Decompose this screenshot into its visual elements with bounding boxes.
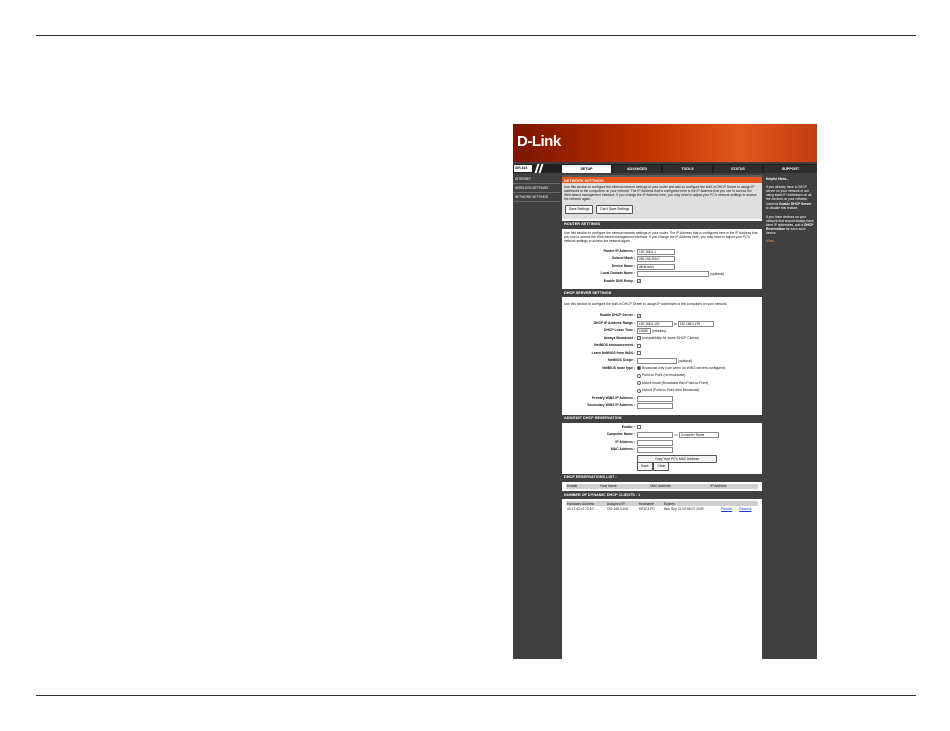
dhcp-server-section	[562, 289, 762, 411]
reservations-table	[566, 484, 758, 489]
primary-wins-label: Primary WINS IP Address :	[592, 395, 635, 400]
section-description: Use this section to configure the built-in DHCP Server to assign IP addresses to the computers on your network.	[564, 302, 728, 307]
computer-name-label: Computer Name :	[606, 432, 635, 437]
column-header: Hostname	[638, 501, 663, 506]
secondary-wins-label: Secondary WINS IP Address :	[587, 403, 635, 408]
client-mac: 00:17:42:c7:72:10	[567, 506, 594, 511]
lease-time-input[interactable]: 10080	[637, 328, 651, 334]
netbios-scope-label: NetBIOS Scope :	[608, 358, 635, 363]
netbios-scope-input[interactable]	[637, 358, 677, 364]
lease-time-label: DHCP Lease Time :	[604, 328, 635, 333]
broadcast-note: (compatibility for some DHCP Clients)	[641, 335, 699, 340]
column-header: Assigned IP	[606, 501, 638, 506]
node-option-label: Mixed-mode (Broadcast then Point-to-Point)	[641, 380, 709, 385]
node-type-radio[interactable]	[637, 366, 641, 370]
dhcp-reservation-section	[562, 415, 762, 470]
network-settings-section	[562, 175, 762, 219]
reserve-link[interactable]: Reserve	[739, 506, 752, 511]
section-description: Use this section to configure the internal network settings of your router and also to configure the built-in DHCP Server to assign IP addresses to the computers on your network. The IP Address that is configured here is the IP Address that you use to access the Web-based management interface. If you change the IP Address here, you may need to adjust your PC's network settings to access the network again.	[564, 185, 757, 202]
reservation-save-button[interactable]: Save	[637, 462, 653, 470]
more-link[interactable]: More...	[766, 239, 777, 244]
client-ip: 192.168.0.100	[607, 506, 629, 511]
reservation-clear-button[interactable]: Clear	[653, 462, 669, 470]
column-header: Host Name	[599, 484, 649, 489]
section-title: ROUTER SETTINGS	[562, 221, 762, 229]
learn-netbios-label: Learn NetBIOS from WAN :	[591, 350, 635, 355]
netbios-announce-checkbox[interactable]	[637, 344, 641, 348]
enable-dhcp-label: Enable DHCP Server :	[599, 313, 635, 318]
dhcp-range-label: DHCP IP Address Range :	[593, 320, 635, 325]
netbios-announce-label: NetBIOS announcement :	[594, 343, 635, 348]
router-ip-label: Router IP Address :	[603, 248, 635, 253]
column-header: IP Address	[709, 484, 758, 489]
dns-relay-checkbox[interactable]: ✓	[638, 278, 641, 283]
subnet-label: Subnet Mask :	[612, 256, 635, 261]
revoke-link[interactable]: Revoke	[721, 506, 733, 511]
always-broadcast-checkbox[interactable]: ✓	[638, 336, 641, 341]
range-from-input[interactable]: 192.168.0.100	[637, 321, 673, 327]
sidebar-item-wireless[interactable]: WIRELESS SETTINGS	[513, 184, 560, 193]
column-header: MAC Address	[649, 484, 709, 489]
bottom-rule	[36, 695, 916, 696]
help-title: Helpful Hints...	[766, 177, 790, 181]
node-type-radio[interactable]	[637, 374, 641, 378]
column-header: Enable	[566, 484, 599, 489]
helpful-hints-panel	[764, 175, 817, 659]
device-name-input[interactable]: dlinkrouter	[637, 264, 675, 270]
node-type-label: NetBIOS node type :	[602, 365, 635, 370]
node-type-radio[interactable]	[637, 381, 641, 385]
table-row	[566, 506, 758, 511]
section-title: DHCP RESERVATIONS LIST :	[562, 474, 762, 482]
learn-netbios-checkbox[interactable]	[637, 351, 641, 355]
node-option-label: Hybrid (Point-to-Point then Broadcast)	[641, 388, 700, 393]
tab-support[interactable]: SUPPORT	[764, 165, 817, 173]
node-option-label: Point-to-Point (no broadcast)	[641, 373, 686, 378]
tab-setup[interactable]: SETUP	[562, 165, 611, 173]
reservation-mac-input[interactable]	[637, 447, 673, 453]
section-title: ADD/EDIT DHCP RESERVATION	[562, 415, 762, 423]
copy-mac-button[interactable]: Copy Your PC's MAC Address	[637, 455, 717, 463]
local-domain-input[interactable]	[637, 271, 709, 277]
tab-status[interactable]: STATUS	[714, 165, 762, 173]
section-title: NUMBER OF DYNAMIC DHCP CLIENTS : 1	[562, 491, 762, 499]
reservation-enable-label: Enable :	[621, 424, 635, 429]
computer-name-input[interactable]	[637, 432, 673, 438]
secondary-wins-input[interactable]	[637, 403, 673, 409]
range-to-input[interactable]: 192.168.0.199	[678, 321, 714, 327]
dlink-logo: D-Link	[517, 133, 561, 150]
dont-save-settings-button[interactable]: Don't Save Settings	[596, 205, 633, 213]
tab-advanced[interactable]: ADVANCED	[613, 165, 661, 173]
help-paragraph-1: If you already have a DHCP server on your network or are using static IP addresses on all the devices on your network, uncheck Enable DHCP Server to disable this feature.	[766, 185, 812, 210]
reservation-enable-checkbox[interactable]	[637, 425, 641, 429]
section-title: NETWORK SETTINGS	[562, 175, 762, 183]
lease-unit: (minutes)	[651, 329, 667, 334]
primary-wins-input[interactable]	[637, 396, 673, 402]
save-settings-button[interactable]: Save Settings	[565, 205, 593, 213]
computer-name-select[interactable]: Computer Name	[679, 432, 719, 438]
reservation-ip-input[interactable]	[637, 440, 673, 446]
model-label: DIR-615	[514, 165, 532, 172]
local-domain-label: Local Domain Name :	[600, 271, 635, 276]
section-title: DHCP SERVER SETTINGS	[562, 289, 762, 297]
optional-note: (optional)	[709, 272, 725, 277]
dlink-banner	[513, 124, 817, 162]
tab-tools[interactable]: TOOLS	[663, 165, 712, 173]
dynamic-clients-section	[562, 491, 762, 511]
subnet-input[interactable]: 255.255.255.0	[637, 256, 675, 262]
dns-relay-label: Enable DNS Relay :	[603, 278, 635, 283]
router-ip-input[interactable]: 192.168.0.1	[637, 249, 675, 255]
sidebar-item-network[interactable]: NETWORK SETTINGS	[513, 193, 560, 202]
router-settings-section	[562, 221, 762, 287]
reservations-list-section	[562, 474, 762, 489]
router-screenshot	[513, 124, 817, 659]
node-option-label: Broadcast only (use when no WINS servers configured)	[641, 365, 726, 370]
range-to-label: to	[673, 321, 677, 326]
section-description: Use this section to configure the internal network settings of your router. The IP Address that is configured here is the IP Address that you use to access the Web-based management interface. If you change the IP Address here, you may need to adjust your PC's network settings to access the network again.	[564, 230, 758, 243]
enable-dhcp-checkbox[interactable]: ✓	[638, 313, 641, 318]
netbios-scope-note: (optional)	[677, 359, 693, 364]
top-rule	[36, 35, 916, 36]
reservation-mac-label: MAC Address :	[610, 447, 635, 452]
always-broadcast-label: Always Broadcast :	[603, 335, 635, 340]
help-paragraph-2: If you have devices on your network that should always have fixed IP addresses, add a DHCP Reservation for each such device.	[766, 214, 814, 236]
node-type-radio[interactable]	[637, 389, 641, 393]
client-host: SP3C3-PC	[638, 506, 655, 511]
device-name-label: Device Name :	[611, 263, 635, 268]
column-header: Expires	[663, 501, 720, 506]
sidebar	[513, 175, 560, 659]
dynamic-clients-table	[566, 501, 758, 511]
main-content	[562, 175, 762, 659]
column-header: Hardware Address	[566, 501, 606, 506]
sidebar-item-internet[interactable]: INTERNET	[513, 175, 560, 184]
client-expires: Mon Sep 21 02:58:07 2009	[663, 506, 704, 511]
reservation-ip-label: IP Address :	[615, 439, 635, 444]
copy-arrow: <<	[673, 433, 678, 438]
